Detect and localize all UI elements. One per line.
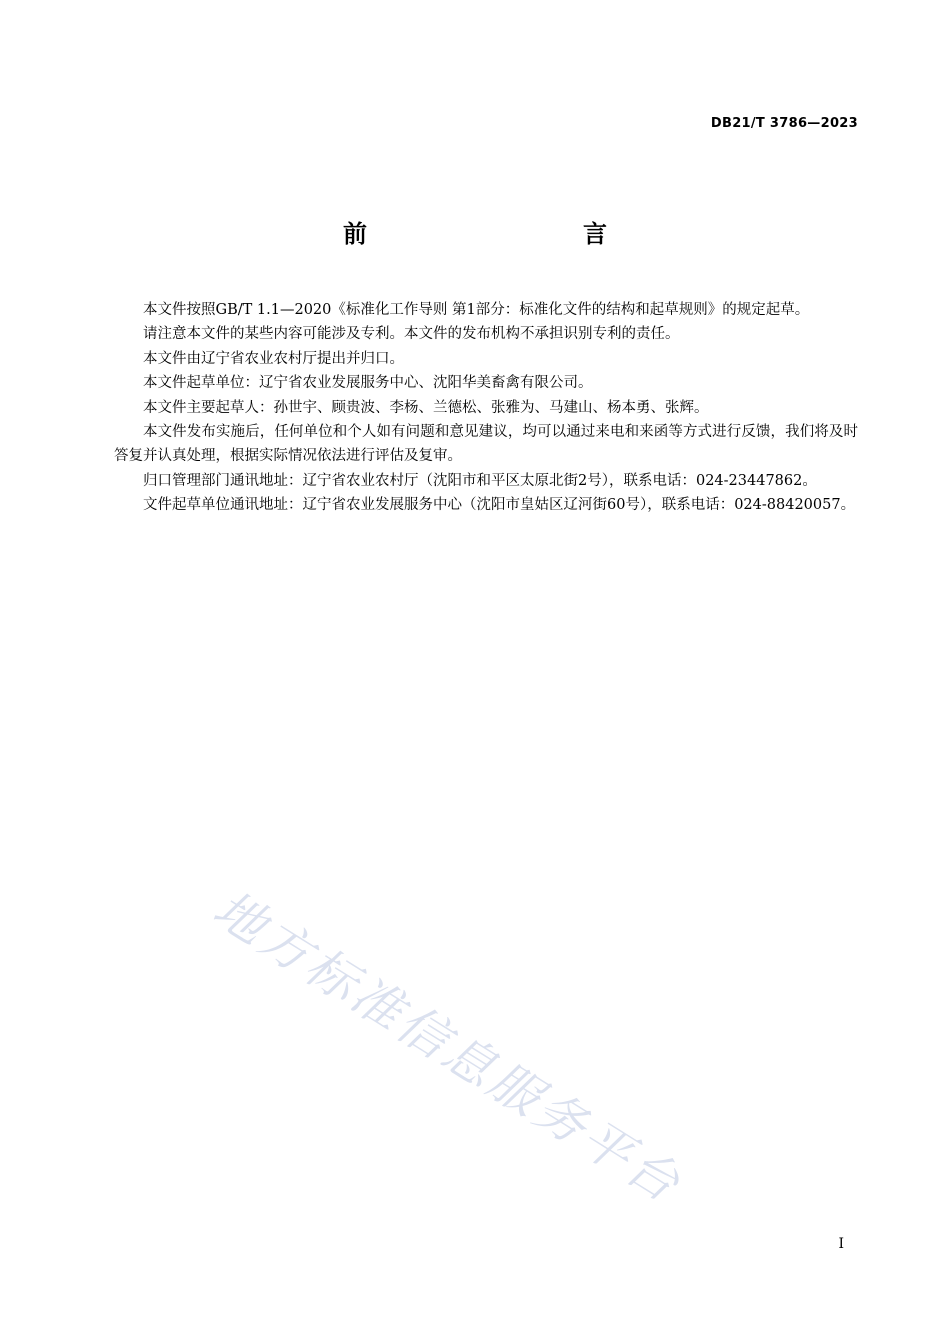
paragraph-proposer: 本文件由辽宁省农业农村厅提出并归口。: [143, 350, 404, 367]
paragraph-drafting-rules: 本文件按照GB/T 1.1—2020《标准化工作导则 第1部分：标准化文件的结构和起草规则》的规定起草。: [143, 302, 810, 318]
paragraph-patent-notice: 请注意本文件的某些内容可能涉及专利。本文件的发布机构不承担识别专利的责任。: [143, 326, 680, 343]
paragraph-drafter-address: 文件起草单位通讯地址：辽宁省农业发展服务中心（沈阳市皇姑区辽河街60号），联系电话：024-88420057。: [143, 497, 856, 514]
page-title: 前 言: [343, 220, 663, 248]
watermark: 地方标准信息服务平台: [203, 879, 693, 1215]
paragraph-feedback: 本文件发布实施后，任何单位和个人如有问题和意见建议，均可以通过来电和来函等方式进行反馈，我们将及时答复并认真处理，根据实际情况依法进行评估及复审。: [114, 424, 858, 465]
paragraph-drafters: 本文件主要起草人：孙世宇、顾贵波、李杨、兰德松、张雅为、马建山、杨本勇、张辉。: [143, 399, 709, 416]
document-code: DB21/T 3786—2023: [710, 116, 858, 131]
paragraph-authority-address: 归口管理部门通讯地址：辽宁省农业农村厅（沈阳市和平区太原北街2号），联系电话：024-23447862。: [143, 472, 817, 489]
page-number: I: [838, 1236, 844, 1252]
foreword-body: [114, 298, 858, 518]
paragraph-drafting-units: 本文件起草单位：辽宁省农业发展服务中心、沈阳华美畜禽有限公司。: [143, 375, 593, 392]
